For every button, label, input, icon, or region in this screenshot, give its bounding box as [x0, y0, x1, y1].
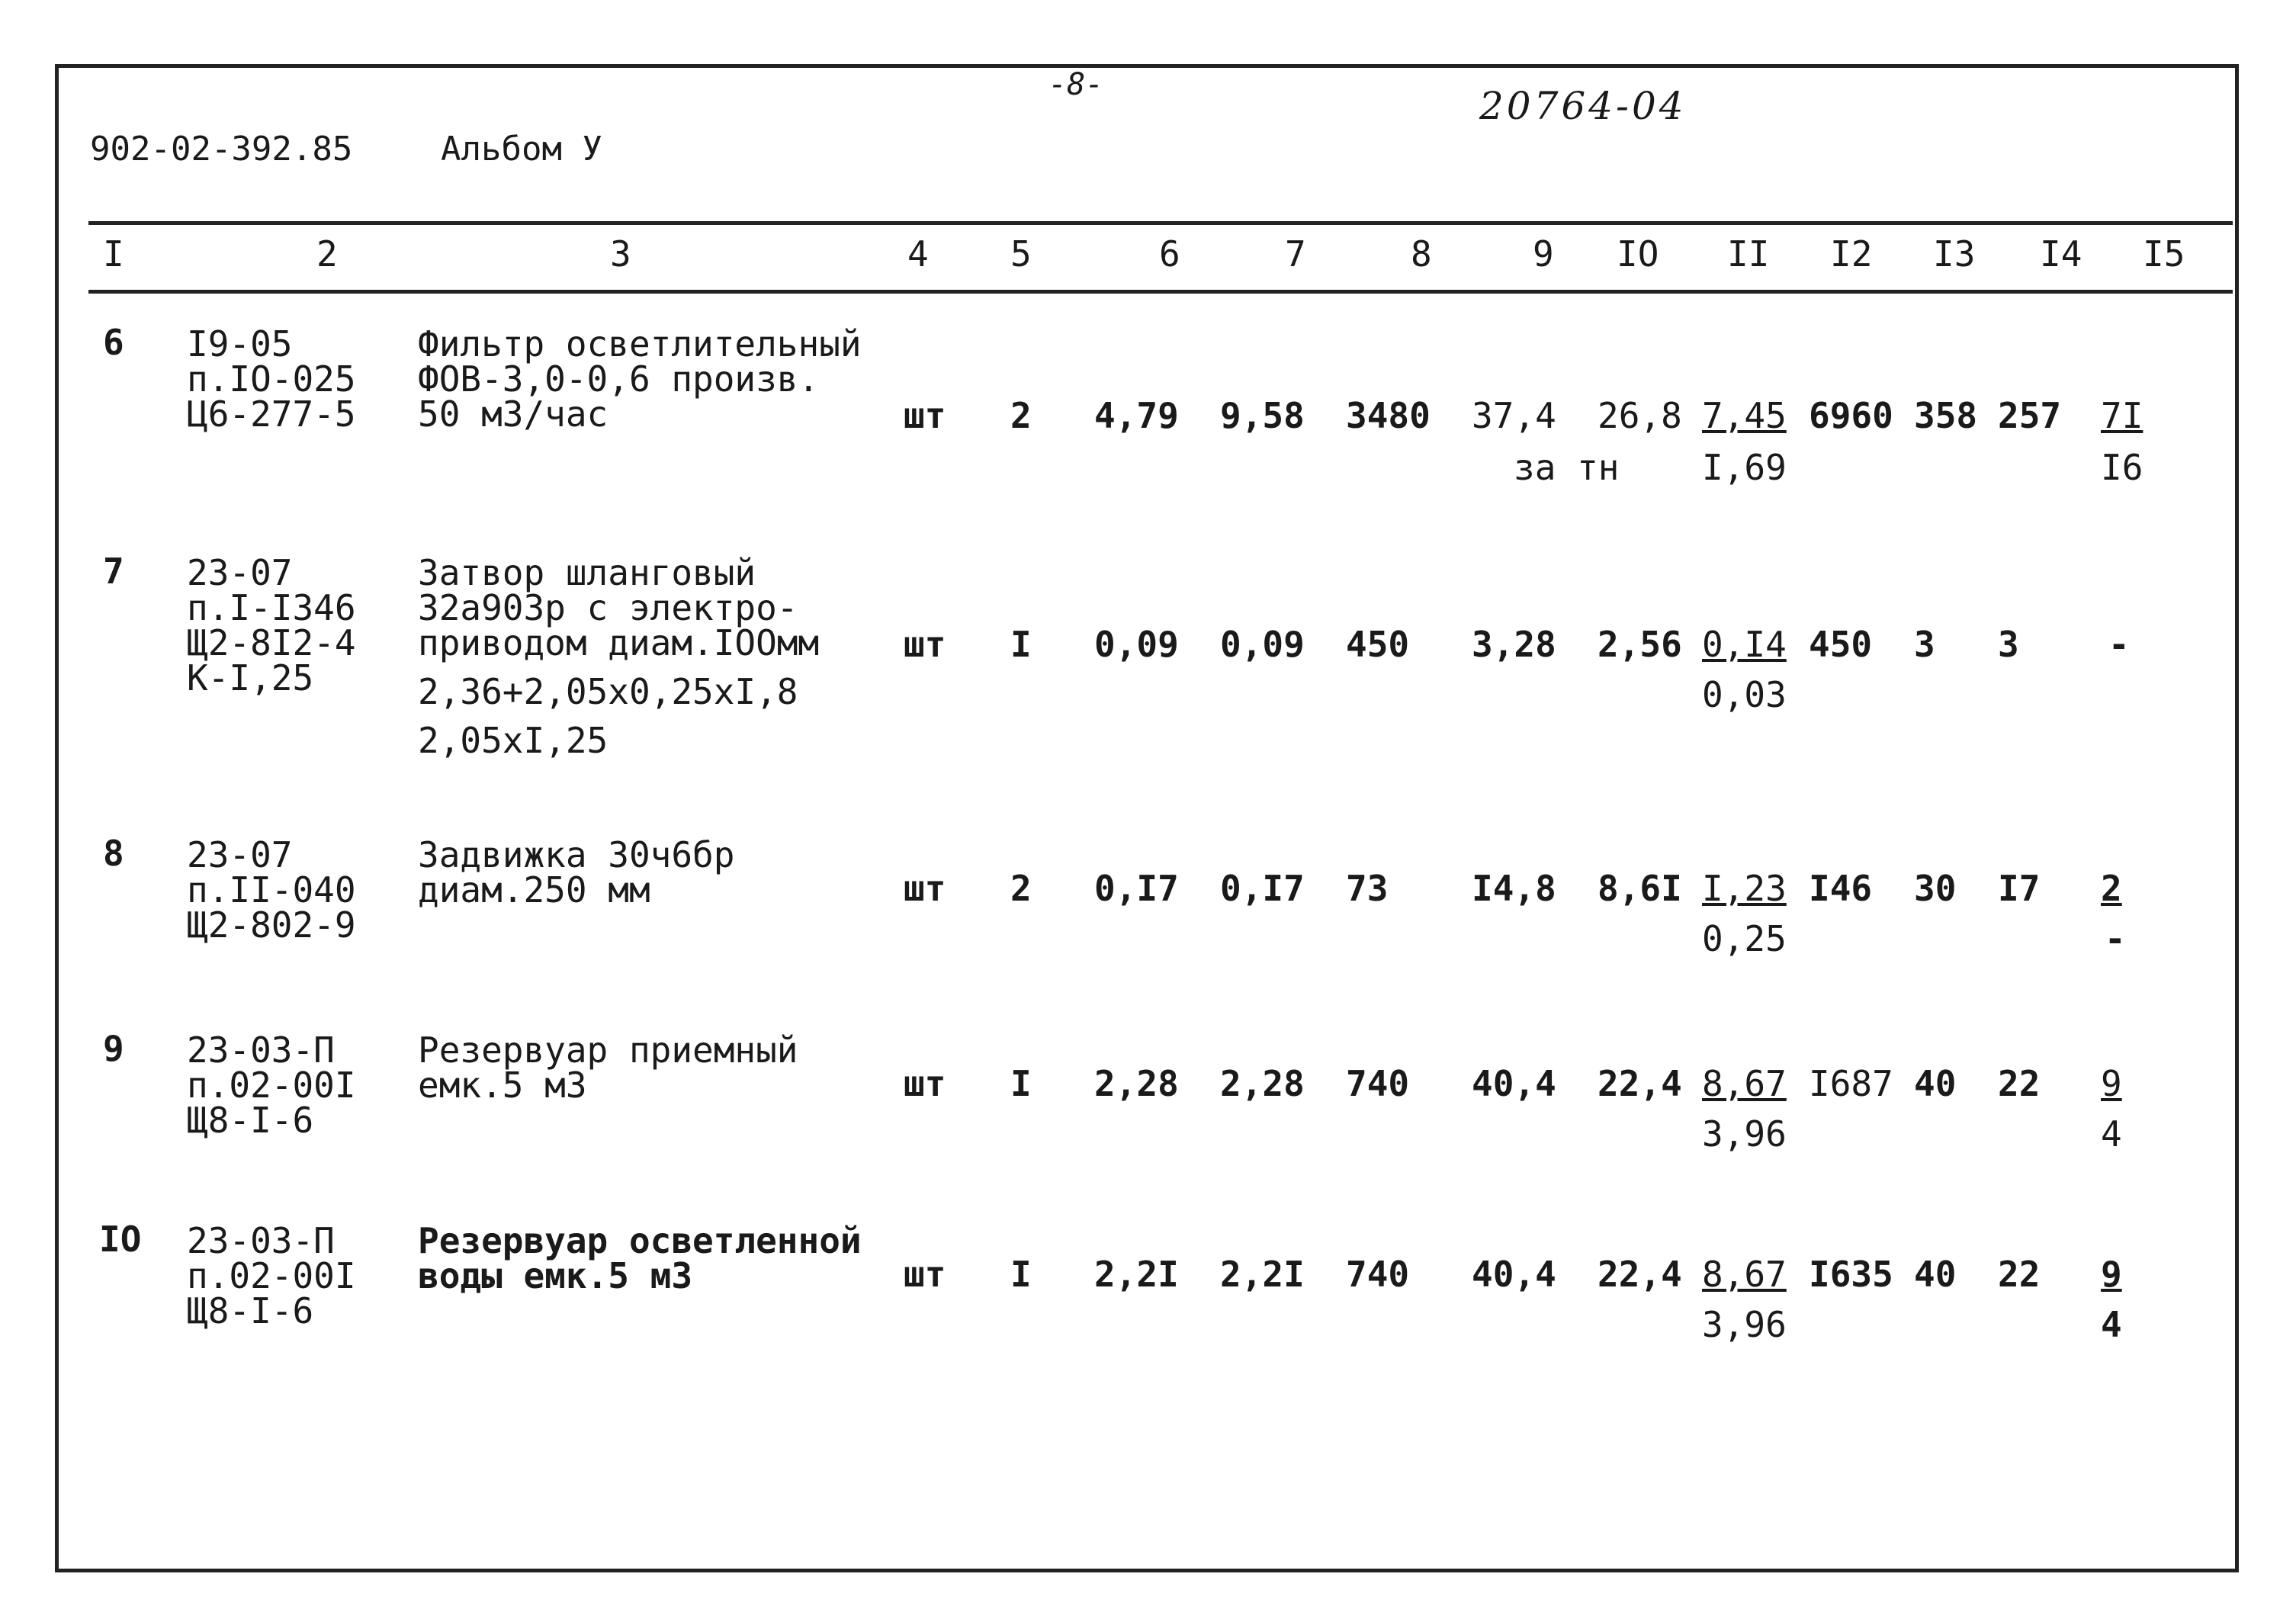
- row-col13: 3: [1914, 624, 1935, 665]
- column-header-4: 4: [907, 233, 929, 275]
- column-header-12: I2: [1830, 233, 1873, 275]
- row-col9: 3,28: [1472, 624, 1556, 665]
- row-col11-top: I,23: [1702, 868, 1787, 909]
- row-col11-top: 8,67: [1702, 1254, 1787, 1295]
- row-col10: 22,4: [1598, 1063, 1682, 1104]
- row-col15-top: 9: [2101, 1254, 2122, 1295]
- column-header-5: 5: [1010, 233, 1032, 275]
- row-col7: 2,28: [1220, 1063, 1305, 1104]
- row-code: 23-03-П п.02-00I Щ8-I-6: [187, 1029, 356, 1141]
- column-header-9: 9: [1533, 233, 1554, 275]
- row-col7: 0,I7: [1220, 868, 1305, 909]
- row-col6: 0,I7: [1094, 868, 1179, 909]
- row-col11-bottom: 0,03: [1702, 674, 1787, 715]
- row-name: Резервуар осветленной воды емк.5 м3: [418, 1220, 862, 1296]
- header-top-rule: [88, 221, 2233, 225]
- column-header-11: II: [1727, 233, 1770, 275]
- row-col10: 22,4: [1598, 1254, 1682, 1295]
- row-col14: 3: [1998, 624, 2019, 665]
- row-name: Резервуар приемный емк.5 м3: [418, 1029, 798, 1106]
- row-col8: 73: [1346, 868, 1389, 909]
- row-col9: 37,4: [1472, 395, 1556, 436]
- row-col15-bottom: -: [2105, 918, 2126, 959]
- row-col11-top: 7,45: [1702, 395, 1787, 436]
- column-header-6: 6: [1159, 233, 1180, 275]
- row-col11-bottom: 0,25: [1702, 918, 1787, 959]
- row-col13: 358: [1914, 395, 1978, 436]
- row-col6: 4,79: [1094, 395, 1179, 436]
- row-col9-note: за тн: [1514, 447, 1620, 488]
- row-col8: 740: [1346, 1063, 1410, 1104]
- row-col8: 3480: [1346, 395, 1431, 436]
- row-number: 8: [103, 833, 124, 874]
- row-number: IO: [99, 1219, 142, 1260]
- row-col14: 22: [1998, 1063, 2041, 1104]
- row-quantity: 2: [1010, 395, 1032, 436]
- row-unit: шт: [904, 1254, 946, 1295]
- row-col11-bottom: 3,96: [1702, 1113, 1787, 1155]
- row-col12: I46: [1809, 868, 1873, 909]
- row-col9: I4,8: [1472, 868, 1556, 909]
- row-code: 23-03-П п.02-00I Щ8-I-6: [187, 1220, 356, 1331]
- row-unit: шт: [904, 395, 946, 436]
- row-number: 7: [103, 551, 124, 592]
- row-col14: 257: [1998, 395, 2062, 436]
- row-col6: 0,09: [1094, 624, 1179, 665]
- row-name: Затвор шланговый 32а903р с электро- приводом диам.IOOмм 2,36+2,05х0,25хI,8 2,05хI,25: [418, 552, 820, 761]
- row-col7: 2,2I: [1220, 1254, 1305, 1295]
- row-col6: 2,2I: [1094, 1254, 1179, 1295]
- column-header-15: I5: [2143, 233, 2185, 275]
- row-col15-top: 9: [2101, 1063, 2122, 1104]
- column-header-10: IO: [1617, 233, 1659, 275]
- row-col11-bottom: 3,96: [1702, 1304, 1787, 1345]
- row-code: 23-07 п.II-040 Щ2-802-9: [187, 834, 356, 946]
- row-quantity: I: [1010, 1063, 1032, 1104]
- row-unit: шт: [904, 624, 946, 665]
- row-col8: 740: [1346, 1254, 1410, 1295]
- row-col13: 40: [1914, 1254, 1957, 1295]
- row-col12: I687: [1809, 1063, 1893, 1104]
- row-col15-top: -: [2108, 624, 2130, 665]
- row-col14: 22: [1998, 1254, 2041, 1295]
- row-quantity: I: [1010, 624, 1032, 665]
- column-header-13: I3: [1933, 233, 1976, 275]
- row-col13: 30: [1914, 868, 1957, 909]
- row-col12: 6960: [1809, 395, 1893, 436]
- row-col11-top: 0,I4: [1702, 624, 1787, 665]
- row-col14: I7: [1998, 868, 2041, 909]
- row-col6: 2,28: [1094, 1063, 1179, 1104]
- row-col10: 2,56: [1598, 624, 1682, 665]
- header-bottom-rule: [88, 290, 2233, 294]
- row-col15-top: 7I: [2101, 395, 2143, 436]
- row-col9: 40,4: [1472, 1254, 1556, 1295]
- handwritten-number: 20764-04: [1479, 84, 1687, 128]
- row-col11-top: 8,67: [1702, 1063, 1787, 1104]
- row-col13: 40: [1914, 1063, 1957, 1104]
- document-code: 902-02-392.85: [90, 130, 353, 169]
- row-col10: 8,6I: [1598, 868, 1682, 909]
- album-label: Альбом У: [441, 130, 602, 169]
- row-col10: 26,8: [1598, 395, 1682, 436]
- row-code: 23-07 п.I-I346 Щ2-8I2-4 К-I,25: [187, 552, 356, 699]
- row-col15-bottom: 4: [2101, 1113, 2122, 1155]
- row-number: 6: [103, 322, 124, 363]
- row-col11-bottom: I,69: [1702, 447, 1787, 488]
- page-number: -8-: [1048, 67, 1104, 102]
- row-name: Задвижка 30ч6бр диам.250 мм: [418, 834, 735, 911]
- row-name: Фильтр осветлительный ФОВ-3,0-0,6 произв. 50 м3/час: [418, 323, 862, 435]
- row-code: I9-05 п.IO-025 Ц6-277-5: [187, 323, 356, 435]
- row-quantity: I: [1010, 1254, 1032, 1295]
- column-header-3: 3: [610, 233, 631, 275]
- row-col15-bottom: I6: [2101, 447, 2143, 488]
- row-col12: 450: [1809, 624, 1873, 665]
- row-col12: I635: [1809, 1254, 1893, 1295]
- row-number: 9: [103, 1028, 124, 1069]
- row-unit: шт: [904, 868, 946, 909]
- column-header-14: I4: [2040, 233, 2082, 275]
- column-header-2: 2: [316, 233, 338, 275]
- column-header-7: 7: [1285, 233, 1306, 275]
- row-col15-top: 2: [2101, 868, 2122, 909]
- row-col7: 9,58: [1220, 395, 1305, 436]
- column-header-1: I: [103, 233, 124, 275]
- row-quantity: 2: [1010, 868, 1032, 909]
- column-header-8: 8: [1411, 233, 1432, 275]
- row-col9: 40,4: [1472, 1063, 1556, 1104]
- row-col15-bottom: 4: [2101, 1304, 2122, 1345]
- row-unit: шт: [904, 1063, 946, 1104]
- row-col8: 450: [1346, 624, 1410, 665]
- row-col7: 0,09: [1220, 624, 1305, 665]
